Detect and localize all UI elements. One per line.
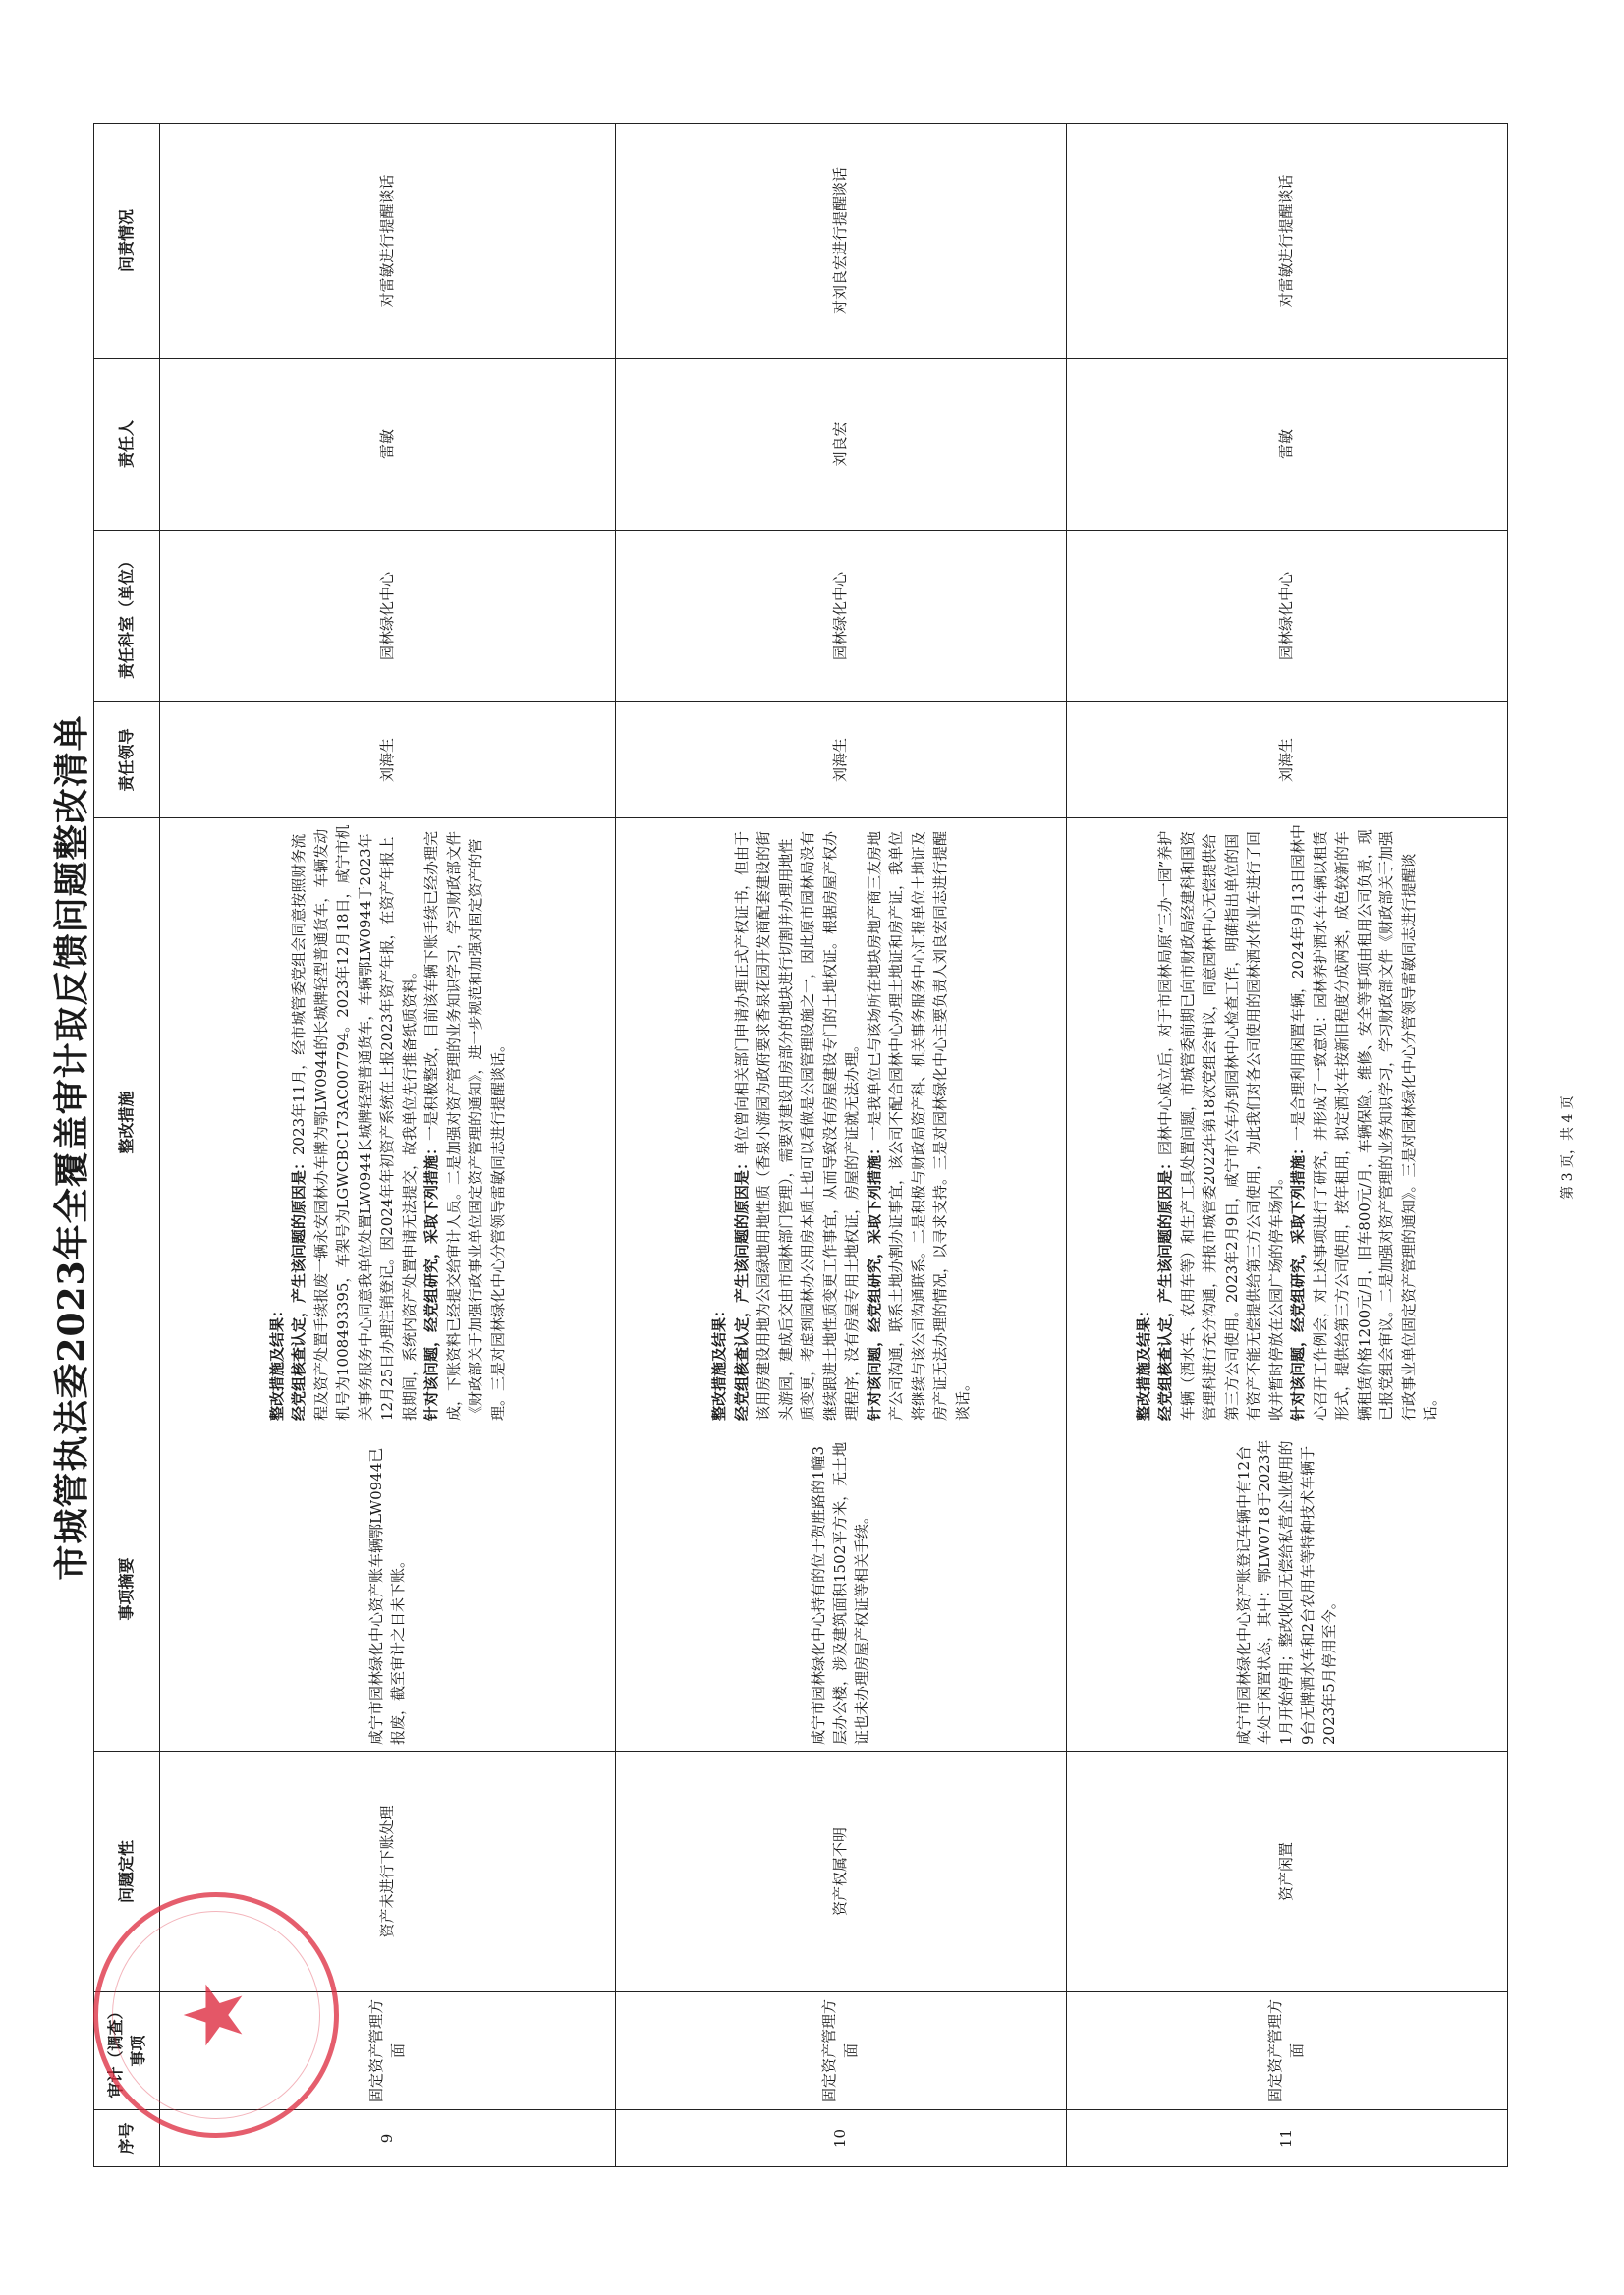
cell-measures [160, 818, 616, 1427]
table-row [160, 124, 616, 2167]
measures-cause-label: 经党组核查认定，产生该问题的原因是： [290, 1154, 308, 1421]
header-nature: 问题定性 [94, 1752, 160, 1992]
page-title: 市城管执法委2023年全覆盖审计取反馈问题整改清单 [51, 714, 92, 1581]
table-header-row [94, 124, 160, 2167]
cell-person: 刘良宏 [616, 359, 1067, 531]
header-category: 审计（调查）事项 [94, 1992, 160, 2110]
measures-cause: 单位曾向相关部门申请办理正式产权证书，但由于该用房建设用地为公园绿地用地性质（香泉小游园为政府要求香泉花园开发商配套建设的街头游园，建成后交由市园林部门管理），需要对建设用房部分的地块进行切割并办理用地性质变更，考虑到园林办公用房本质上也可以看做是公园管理设施之一，因此原市园林局没有继续跟进土地性质变更工作事宜，从而导致没有房屋建设专门的土地权证。根据房屋产权办理程序，没有房屋专用土地权证，房屋的产证就无法办理。 [732, 830, 861, 1421]
cell-no: 10 [616, 2110, 1067, 2167]
header-person: 责任人 [94, 359, 160, 531]
measures-action: 一是合理利用闲置车辆，2024年9月13日园林中心召开工作例会，对上述事项进行了研究，并形成了一致意见：园林养护洒水车车辆以租赁形式，提供给第三方公司使用，按年租用，拟定洒水车按新旧程度分成两类，成色较新的车辆租赁价格1200元/月，旧车800元/月，车辆保险、维修、安全等事项由租用公司负责，现已报党组会审议。二是加强对资产管理的业务知识学习，学习财政部文件《财政部关于加强行政事业单位固定资产管理的通知》。三是对园林绿化中心分管领导雷敏同志进行提醒谈话。 [1289, 824, 1439, 1421]
cell-category: 固定资产管理方面 [160, 1992, 616, 2110]
cell-no: 11 [1067, 2110, 1508, 2167]
cell-dept: 园林绿化中心 [1067, 531, 1508, 702]
table-row [616, 124, 1067, 2167]
cell-dept: 园林绿化中心 [160, 531, 616, 702]
header-leader: 责任领导 [94, 702, 160, 818]
measures-action-label: 针对该问题，经党组研究，采取下列措施： [1289, 1140, 1307, 1421]
header-summary: 事项摘要 [94, 1427, 160, 1752]
cell-summary: 咸宁市园林绿化中心资产账登记车辆中有12台车处于闲置状态，其中：鄂LW0718于2023年1月开始停用；整改收回无偿给私营企业使用的9台无牌洒水车和2台农用车等特种技术车辆于2023年5月停用至今。 [1067, 1427, 1508, 1752]
page-footer: 第 3 页，共 4 页 [1560, 1095, 1576, 1200]
measures-action-label: 针对该问题，经党组研究，采取下列措施： [865, 1140, 883, 1421]
cell-dept: 园林绿化中心 [616, 531, 1067, 702]
cell-measures [616, 818, 1067, 1427]
cell-person: 雷敏 [1067, 359, 1508, 531]
rectification-table [93, 123, 1508, 2167]
measures-action-label: 针对该问题，经党组研究，采取下列措施： [422, 1140, 441, 1421]
cell-leader: 刘海生 [1067, 702, 1508, 818]
seal-star-icon: ★ [168, 1979, 261, 2051]
measures-action: 一是积极整改，目前该车辆下账手续已经办理完成，下账资料已经提交给审计人员。二是加强对资产管理的业务知识学习，学习财政部文件《财政部关于加强行政事业单位固定资产管理的通知》，进一步规范和加强对固定资产的管理。三是对园林绿化中心分管领导雷敏同志进行提醒谈话。 [422, 830, 507, 1421]
measures-cause: 2023年11月，经市城管委党组会同意按照财务流程及资产处置手续报废一辆永安园林办车牌为鄂LW0944的长城牌轻型普通货车，车辆发动机号为1008493395，车架号为LGWCBC173AC007794。2023年12月18日，咸宁市机关事务服务中心同意我单位处置LW0944长城牌轻型普通货车，车辆鄂LW0944于2023年12月25日办理注销登记。因2024年年初资产系统在上报2023年资产年报，在资产年报上报期间，系统内资产处置申请无法提交，故我单位先行推备纸质资料。 [290, 824, 419, 1421]
cell-no: 9 [160, 2110, 616, 2167]
cell-accountability: 对刘良宏进行提醒谈话 [616, 124, 1067, 359]
cell-category: 固定资产管理方面 [1067, 1992, 1508, 2110]
header-dept: 责任科室（单位） [94, 531, 160, 702]
measures-heading: 整改措施及结果： [1134, 1302, 1152, 1421]
header-measures: 整改措施 [94, 818, 160, 1427]
header-accountability: 问责情况 [94, 124, 160, 359]
cell-leader: 刘海生 [160, 702, 616, 818]
cell-accountability: 对雷敏进行提醒谈话 [1067, 124, 1508, 359]
cell-category: 固定资产管理方面 [616, 1992, 1067, 2110]
cell-nature: 资产权属不明 [616, 1752, 1067, 1992]
cell-nature: 资产未进行下账处理 [160, 1752, 616, 1992]
cell-person: 雷敏 [160, 359, 616, 531]
cell-summary: 咸宁市园林绿化中心资产账车辆鄂LW0944已报废，截至审计之日未下账。 [160, 1427, 616, 1752]
measures-cause: 园林中心成立后，对于市园林局原“三办一园”养护车辆（洒水车、农用车等）和生产工具处置问题，市城管委前期已向市财政局经建科和国资管理科进行充分沟通，并报市城管委2022年第18次党组会审议，同意园林中心无偿提供给第三方公司使用。2023年2月9日，咸宁市公车办到园林中心检查工作，明确指出单位的国有资产不能无偿提供给第三方公司使用，为此我们对各公司使用的园林洒水作业车进行了回收并暂时停放在公园广场的停车场内。 [1156, 830, 1285, 1421]
measures-heading: 整改措施及结果： [267, 1302, 286, 1421]
measures-heading: 整改措施及结果： [710, 1302, 728, 1421]
cell-leader: 刘海生 [616, 702, 1067, 818]
cell-nature: 资产闲置 [1067, 1752, 1508, 1992]
measures-cause-label: 经党组核查认定，产生该问题的原因是： [1156, 1154, 1174, 1421]
cell-accountability: 对雷敏进行提醒谈话 [160, 124, 616, 359]
cell-measures [1067, 818, 1508, 1427]
measures-cause-label: 经党组核查认定，产生该问题的原因是： [732, 1154, 751, 1421]
cell-summary: 咸宁市园林绿化中心持有的位于贺胜路的1幢3层办公楼，涉及建筑面积1502平方米，无土地证也未办理房屋产权证等相关手续。 [616, 1427, 1067, 1752]
header-no: 序号 [94, 2110, 160, 2167]
table-row [1067, 124, 1508, 2167]
measures-action: 一是我单位已与该场所在地块房地产商三友房地产公司沟通，联系土地办割办证事宜，该公司不配合园林中心办理土地证和房产证，我单位将继续与该公司沟通联系。二是积极与财政局资产科、机关事务服务中心汇报单位土地证及房产证无法办理的情况，以寻求支持。三是对园林绿化中心主要负责人刘良宏同志进行提醒谈话。 [865, 830, 972, 1421]
